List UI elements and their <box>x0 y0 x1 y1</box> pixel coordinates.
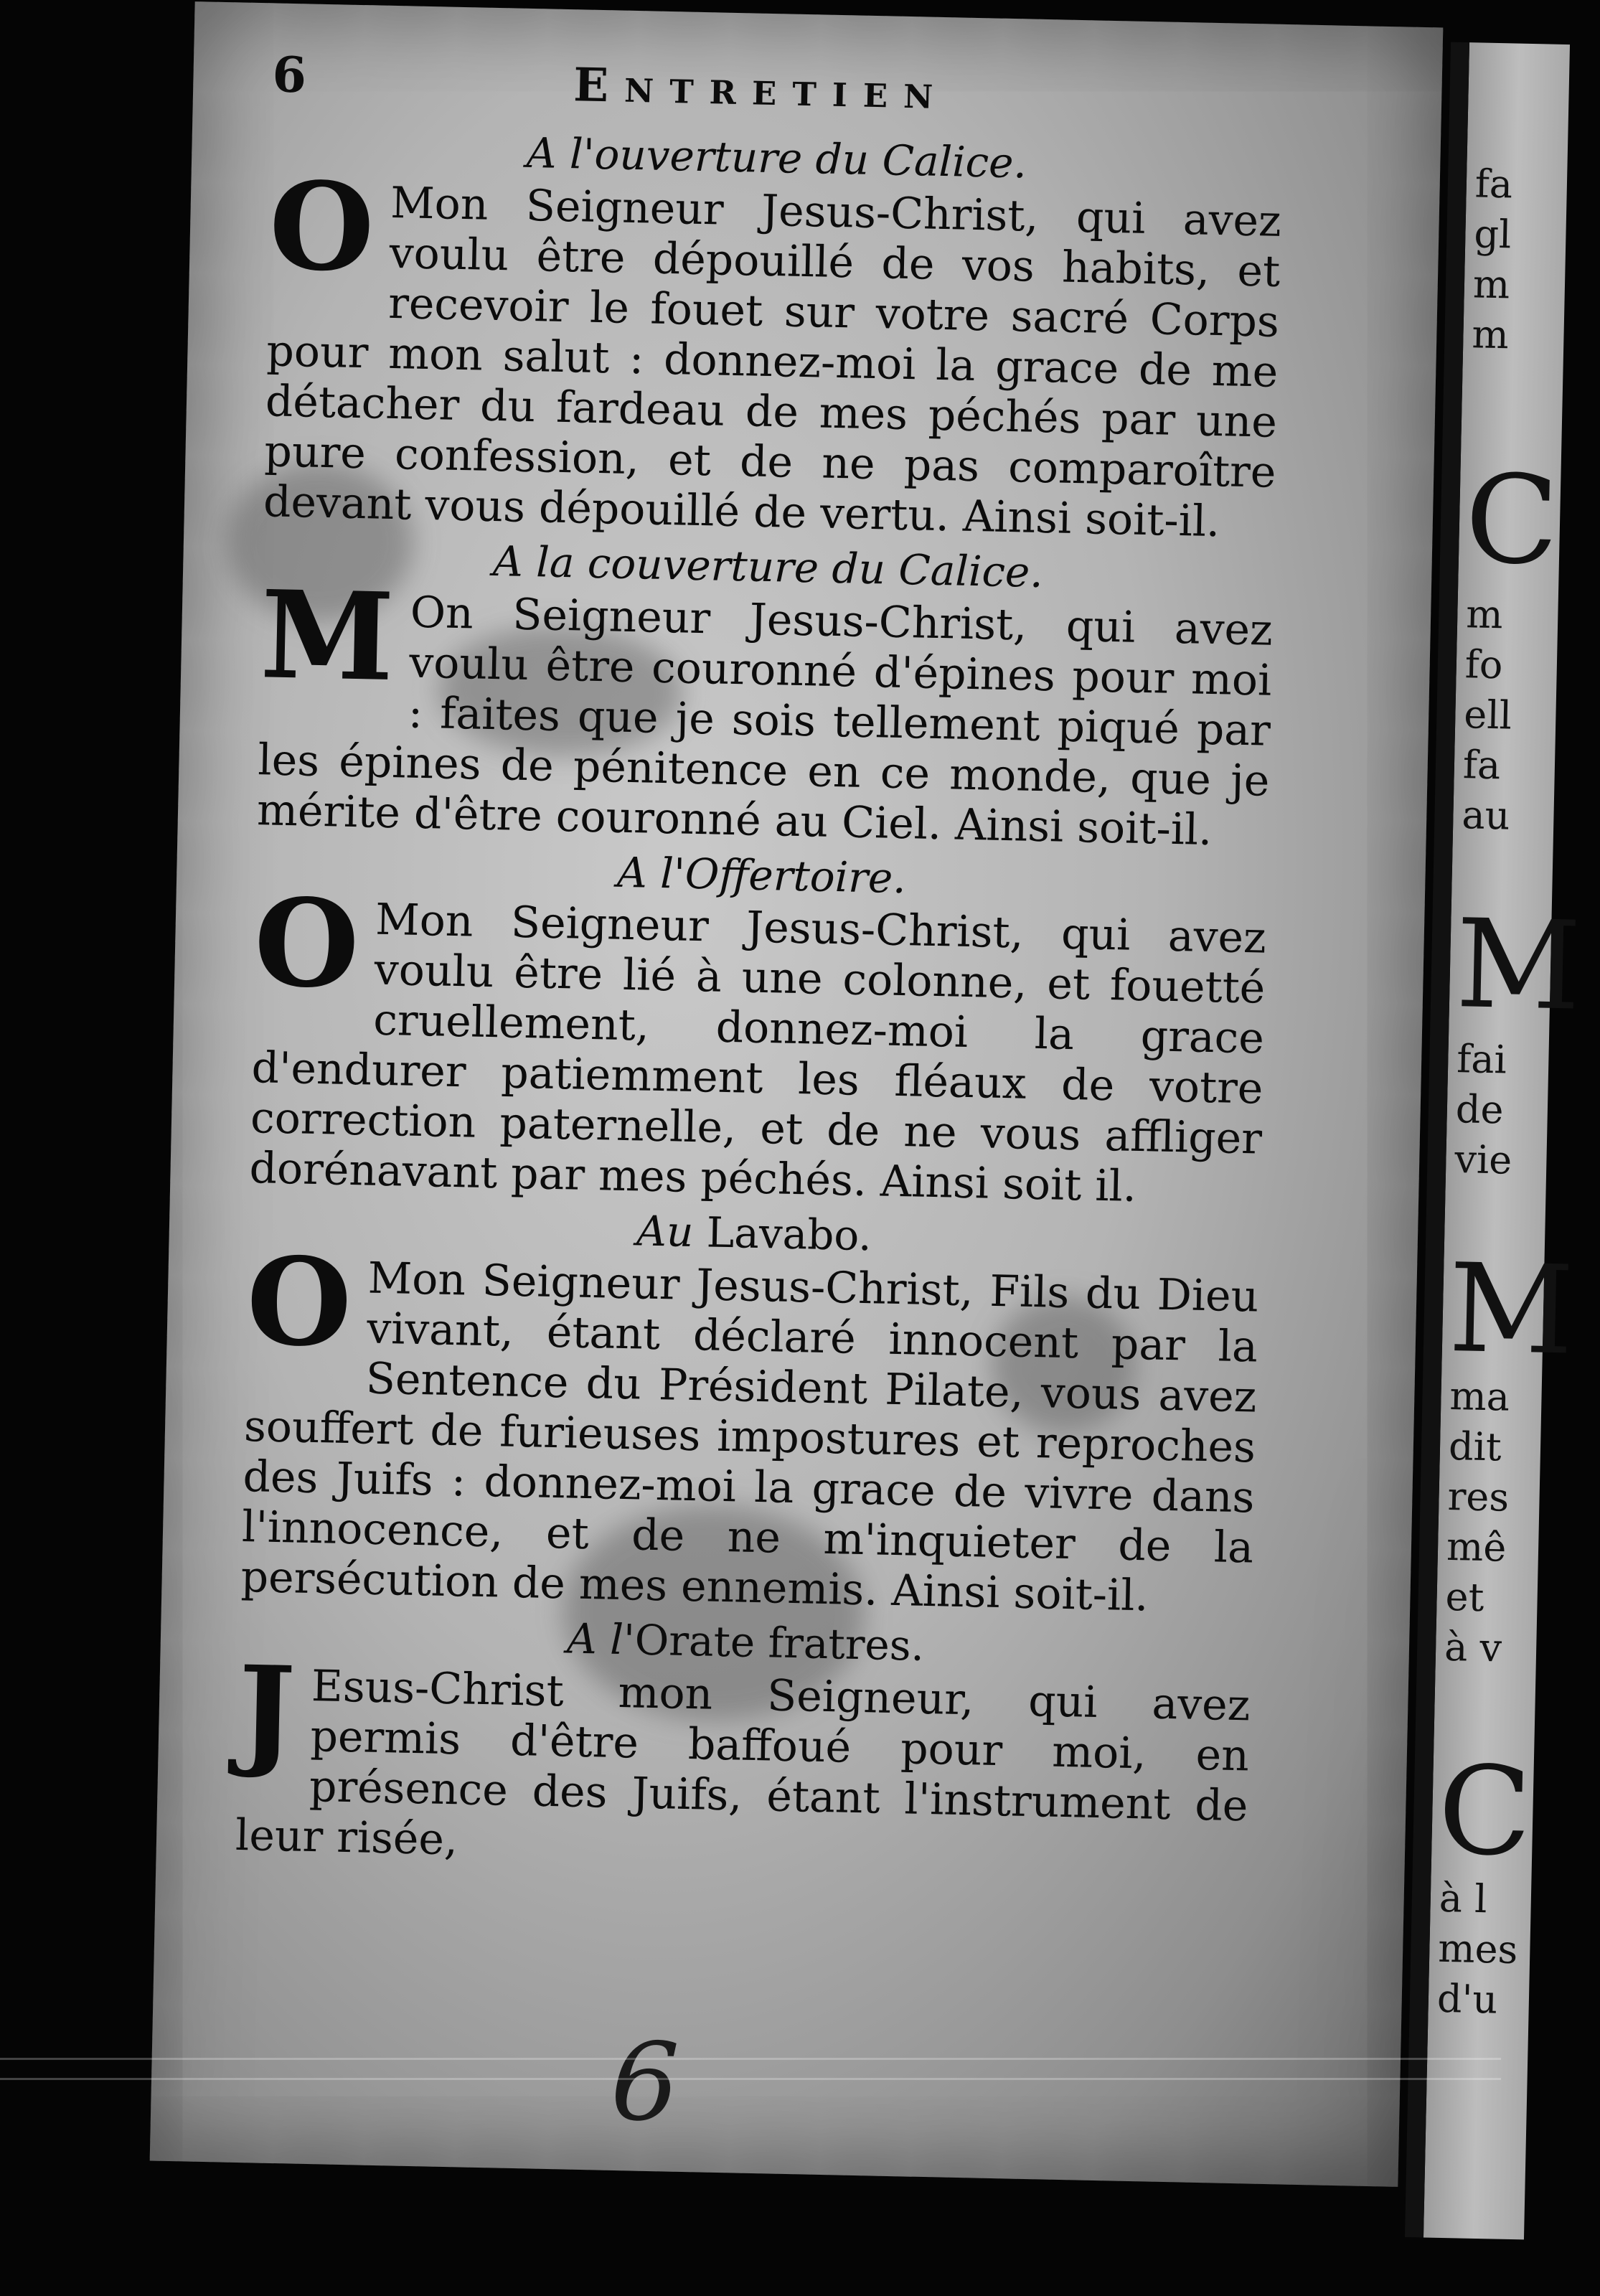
handwritten-page-mark: 6 <box>609 2019 681 2146</box>
heading-roman: Orate fratres. <box>634 1615 925 1671</box>
adjacent-page-text: vie <box>1454 1137 1512 1183</box>
adjacent-page-text: d'u <box>1436 1975 1498 2023</box>
heading-italic: A l' <box>566 1614 636 1665</box>
drop-cap: O <box>253 871 361 1016</box>
adjacent-page-text: et <box>1445 1573 1484 1621</box>
adjacent-page-text: mes <box>1437 1925 1518 1973</box>
scan-artifact-line <box>0 2058 1501 2060</box>
adjacent-page-text: à l <box>1439 1875 1488 1922</box>
adjacent-page-text: fa <box>1474 161 1513 207</box>
drop-cap: J <box>236 1638 297 1782</box>
prayer-amen: Ainsi soit il. <box>880 1156 1137 1213</box>
running-title: Entretien <box>573 58 950 121</box>
adjacent-page-dropcap: C <box>1464 448 1561 593</box>
prayer-text: Mon Seigneur Jesus-Christ, qui avez voulu être dépouillé de vos habits, et recevoir le fouet sur votre sacré Corps pour mon salut : donnez-moi la grace de me détacher du fardeau de mes péchés par une pure confession, et de ne pas comparoître devant vous dépouillé de vertu. <box>263 177 1282 542</box>
adjacent-page-text: res <box>1446 1473 1510 1520</box>
adjacent-page-text: à v <box>1444 1624 1502 1671</box>
prayer-text: Esus-Christ mon Seigneur, qui avez permis d'être baffoué pour moi, en présence des Juifs, étant l'instrument de leur risée, <box>235 1661 1251 1866</box>
heading-roman: Lavabo. <box>706 1208 872 1261</box>
heading-italic: A l'Offertoire. <box>616 847 907 903</box>
adjacent-page-text: m <box>1465 591 1504 638</box>
adjacent-page-text: fai <box>1456 1036 1507 1083</box>
drop-cap: O <box>245 1230 354 1375</box>
prayer-amen: Ainsi soit-il. <box>954 799 1213 855</box>
drop-cap: O <box>268 154 376 299</box>
adjacent-page-text: fo <box>1464 641 1504 688</box>
adjacent-page-text: gl <box>1473 211 1512 258</box>
adjacent-page-text: mê <box>1446 1523 1507 1571</box>
prayer-text: On Seigneur Jesus-Christ, qui avez voulu être couronné d'épines pour moi : faites que je sois tellement piqué par les épines de pénitence en ce monde, que je mérite d'être couronné au Ciel. <box>256 587 1274 850</box>
adjacent-page-text: m <box>1472 261 1510 308</box>
adjacent-page-dropcap: C <box>1436 1739 1533 1884</box>
heading-italic: A l'ouverture du Calice. <box>526 128 1027 188</box>
page-number: 6 <box>271 46 307 105</box>
adjacent-page-text: au <box>1461 792 1511 839</box>
prayer-text: Mon Seigneur Jesus-Christ, qui avez voulu être lié à une colonne, et fouetté cruellement, donnez-moi la grace d'endurer patiemment les fléaux de votre correction paternelle, et de ne vous affliger dorénavant par mes péchés. <box>248 895 1267 1207</box>
scan-artifact-line <box>0 2078 1501 2080</box>
page-text <box>235 46 1284 1888</box>
adjacent-page-text: m <box>1471 311 1510 358</box>
adjacent-page-dropcap: M <box>1447 1237 1576 1383</box>
scanned-page <box>150 1 1444 2187</box>
prayer-amen: Ainsi soit-il. <box>890 1566 1149 1622</box>
heading-italic: A la couverture du Calice. <box>492 536 1044 597</box>
adjacent-page-text: dit <box>1448 1423 1502 1470</box>
adjacent-page-text: fa <box>1462 742 1501 789</box>
prayer-text: Mon Seigneur Jesus-Christ, Fils du Dieu vivant, étant déclaré innocent par la Sentence du Président Pilate, vous avez souffert de furieuses impostures et reproches des Juifs : donnez-moi la grace de vivre dans l'innocence, et de ne m'inquieter de la persécution de mes ennemis. <box>240 1253 1259 1616</box>
adjacent-page-text: de <box>1455 1086 1505 1133</box>
heading-italic: Au <box>636 1206 695 1257</box>
adjacent-page-dropcap: M <box>1454 893 1583 1038</box>
prayer-amen: Ainsi soit-il. <box>962 491 1220 547</box>
adjacent-page-text: ma <box>1449 1373 1510 1420</box>
drop-cap: M <box>259 563 396 708</box>
adjacent-page-text: ell <box>1463 692 1512 738</box>
